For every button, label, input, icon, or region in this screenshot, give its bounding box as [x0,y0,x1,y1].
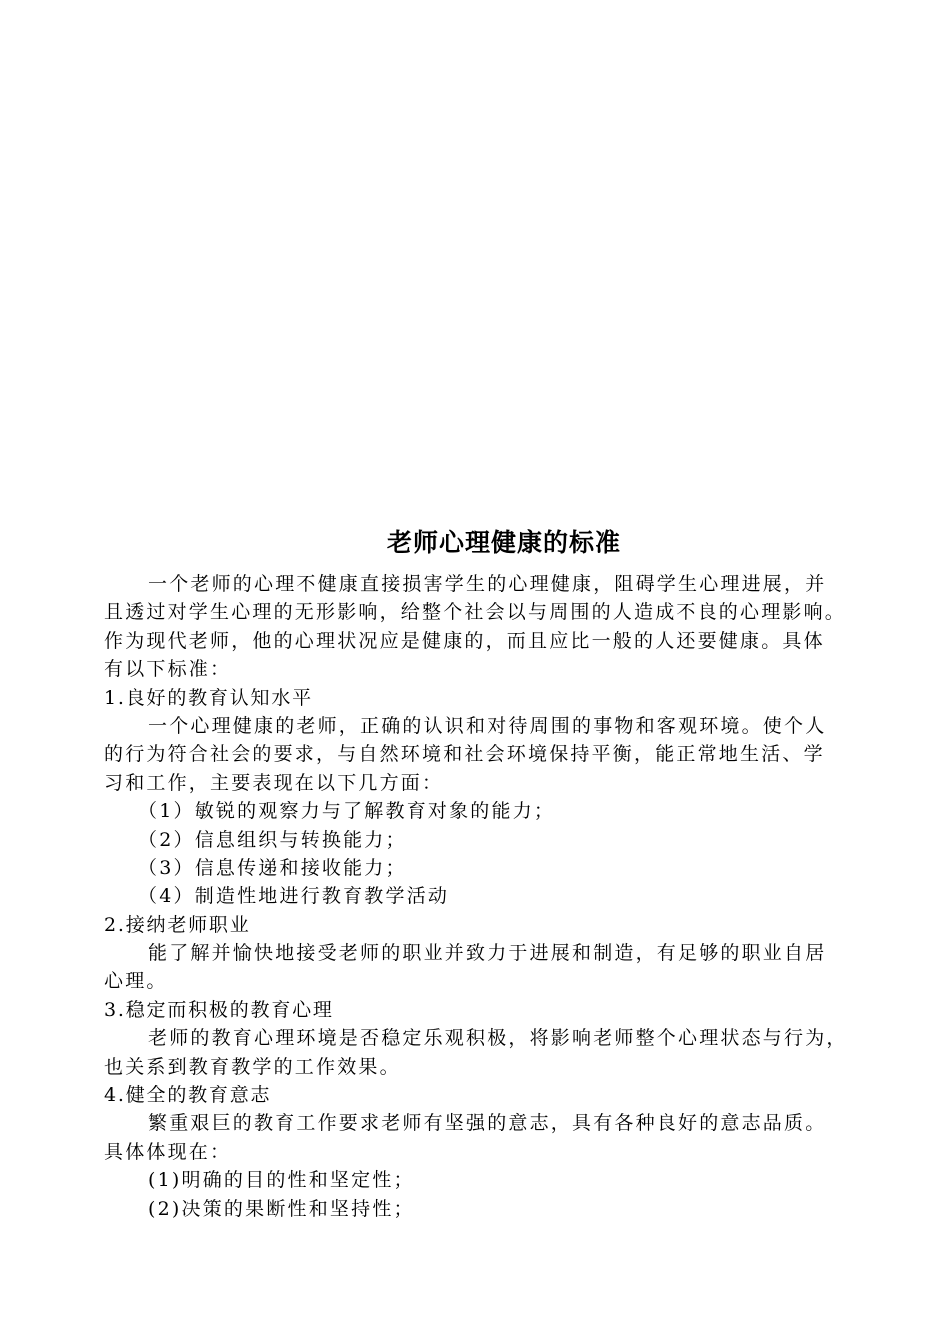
section-heading-3: 3.稳定而积极的教育心理 [104,998,334,1021]
list-item: （3）信息传递和接收能力； [138,856,407,879]
list-item: （2）信息组织与转换能力； [138,828,407,851]
paragraph-line: 作为现代老师，他的心理状况应是健康的，而且应比一般的人还要健康。具体 [104,629,825,652]
paragraph-line: 一个心理健康的老师，正确的认识和对待周围的事物和客观环境。使个人 [148,714,827,737]
paragraph-line: 习和工作，主要表现在以下几方面： [104,771,444,794]
list-item: (2)决策的果断性和坚持性； [148,1197,415,1220]
list-item: （4）制造性地进行教育教学活动 [138,885,450,908]
paragraph-line: 心理。 [104,970,168,993]
section-heading-1: 1.良好的教育认知水平 [104,686,313,709]
section-heading-4: 4.健全的教育意志 [104,1084,272,1107]
paragraph-line: 具体体现在： [104,1140,232,1163]
paragraph-line: 也关系到教育教学的工作效果。 [104,1055,401,1078]
section-heading-2: 2.接纳老师职业 [104,913,251,936]
paragraph-line: 且透过对学生心理的无形影响，给整个社会以与周围的人造成不良的心理影响。 [104,601,847,624]
paragraph-line: 繁重艰巨的教育工作要求老师有坚强的意志，具有各种良好的意志品质。 [148,1112,827,1135]
paragraph-line: 有以下标准： [104,658,232,681]
paragraph-line: 能了解并愉快地接受老师的职业并致力于进展和制造，有足够的职业自居 [148,942,827,965]
paragraph-line: 的行为符合社会的要求，与自然环境和社会环境保持平衡，能正常地生活、学 [104,743,825,766]
list-item: （1）敏锐的观察力与了解教育对象的能力； [138,800,556,823]
document-body [104,522,864,1223]
paragraph-line: 一个老师的心理不健康直接损害学生的心理健康，阻碍学生心理进展，并 [148,573,827,595]
paragraph-line: 老师的教育心理环境是否稳定乐观积极，将影响老师整个心理状态与行为， [148,1027,848,1050]
list-item: (1)明确的目的性和坚定性； [148,1169,415,1192]
document-title: 老师心理健康的标准 [386,528,621,557]
